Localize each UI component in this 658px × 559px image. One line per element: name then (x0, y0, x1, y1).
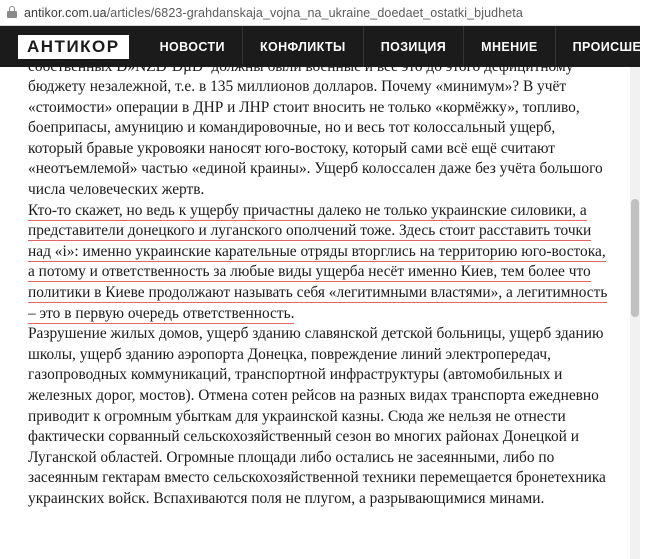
nav-item-label: КОНФЛИКТЫ (259, 39, 346, 54)
url-domain: antikor.com.ua (24, 5, 107, 20)
nav-item-label: МНЕНИЕ (481, 39, 538, 54)
url-path: /articles/6823-grahdanskaja_vojna_na_ukraine_doedaet_ostatki_bjudheta (106, 5, 523, 20)
nav-item-label: НОВОСТИ (159, 39, 225, 54)
scrollbar-thumb[interactable] (631, 199, 639, 317)
url-text[interactable] (24, 6, 523, 20)
highlighted-text: Кто-то скажет, но ведь к ущербу причастны далеко не только украинские силовики, а представители донецкого и луганского ополчений тоже. Здесь стоит расставить точки над «i»: именно украинские карательные отряды вторглись на территорию юго-востока, а потому и ответственность за любые виды ущерба несёт именно Киев, тем более что политики в Киеве продолжают называть себя «легитимными властями», а легитимность – это в первую очередь ответственность. (28, 201, 608, 322)
nav-item-label: ПОЗИЦИЯ (380, 39, 447, 54)
article-body (0, 58, 640, 509)
clipped-top-line: собственных Ð»ÑŽÐ´ÐµÐ¹ должны были военные и все это до этого дефицитному (28, 58, 574, 75)
page-scrollbar[interactable] (630, 67, 640, 559)
page-content (0, 58, 640, 559)
lock-icon (6, 6, 18, 19)
site-logo-text: АНТИКОР (18, 35, 129, 59)
article-paragraph-highlighted (28, 201, 610, 325)
browser-url-bar[interactable] (0, 0, 640, 26)
article-paragraph: Разрушение жилых домов, ущерб зданию славянской детской больницы, ущерб зданию школы, ущерб зданию аэропорта Донецка, повреждение линий электропередач, газопроводных коммуникаций, транспортной инфраструктуры (автомобильных и железных дорог, мостов). Отмена сотен рейсов на разных видах транспорта ежедневно приводит к огромным убыткам для украинской казны. Сюда же нельзя не отнести фактически сорванный сельскохозяйственный сезон во многих районах Донецкой и Луганской областей. Огромные площади либо остались не засеянными, либо по засеянным гектарам вместо сельскохозяйственной техники перемещается бронетехника украинских войск. Вспахиваются поля не плугом, а разрывающимися минами. (28, 325, 606, 507)
nav-item-label: ПРОИСШЕ (572, 39, 642, 54)
article-paragraph: бюджету незалежной, т.е. в 135 миллионов долларов. Почему «минимум»? В учёт «стоимости» операции в ДНР и ЛНР стоит вносить не только «кормёжку», топливо, боеприпасы, амуницию и командировочные, но и весь тот колоссальный ущерб, который бравые укровояки наносят юго-востоку, который сами всё ещё считают «неотъемлемой» частью «единой краины». Ущерб колоссален даже без учёта большого числа человеческих жертв. (28, 78, 603, 198)
